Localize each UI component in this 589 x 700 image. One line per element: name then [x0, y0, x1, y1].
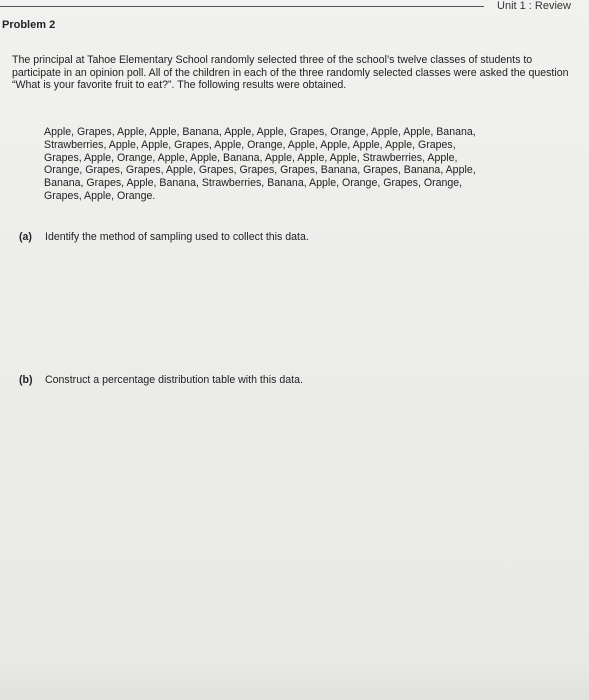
survey-results-line: Apple, Grapes, Apple, Apple, Banana, Apple, Apple, Grapes, Orange, Apple, Apple, Banana,	[44, 126, 476, 138]
question-a-text: Identify the method of sampling used to collect this data.	[45, 231, 309, 243]
survey-results-line: Grapes, Apple, Orange, Apple, Apple, Banana, Apple, Apple, Apple, Strawberries, Apple,	[44, 151, 458, 164]
page-shading	[0, 660, 589, 700]
survey-results-line: Banana, Grapes, Apple, Banana, Strawberries, Banana, Apple, Orange, Grapes, Orange,	[44, 177, 463, 190]
question-b	[19, 374, 303, 386]
question-b-label: (b)	[19, 374, 33, 386]
problem-intro: The principal at Tahoe Elementary School randomly selected three of the school’s twelve classes of students to participate in an opinion poll. All of the children in each of the three randomly selected classes were asked the question “What is your favorite fruit to eat?”. The following results were obtained.	[12, 54, 569, 91]
question-a	[19, 231, 309, 243]
survey-results-line: Orange, Grapes, Grapes, Apple, Grapes, Grapes, Grapes, Banana, Grapes, Banana, Apple,	[44, 164, 476, 177]
survey-results-line: Grapes, Apple, Orange.	[44, 189, 156, 202]
survey-results-line: Strawberries, Apple, Apple, Grapes, Apple, Orange, Apple, Apple, Apple, Apple, Grapes,	[44, 138, 456, 151]
survey-results	[44, 126, 569, 203]
question-a-label: (a)	[19, 231, 32, 243]
unit-label: Unit 1 : Review	[497, 0, 571, 12]
question-b-text: Construct a percentage distribution table with this data.	[45, 374, 303, 386]
header-rule	[0, 6, 484, 7]
problem-title: Problem 2	[2, 19, 56, 31]
